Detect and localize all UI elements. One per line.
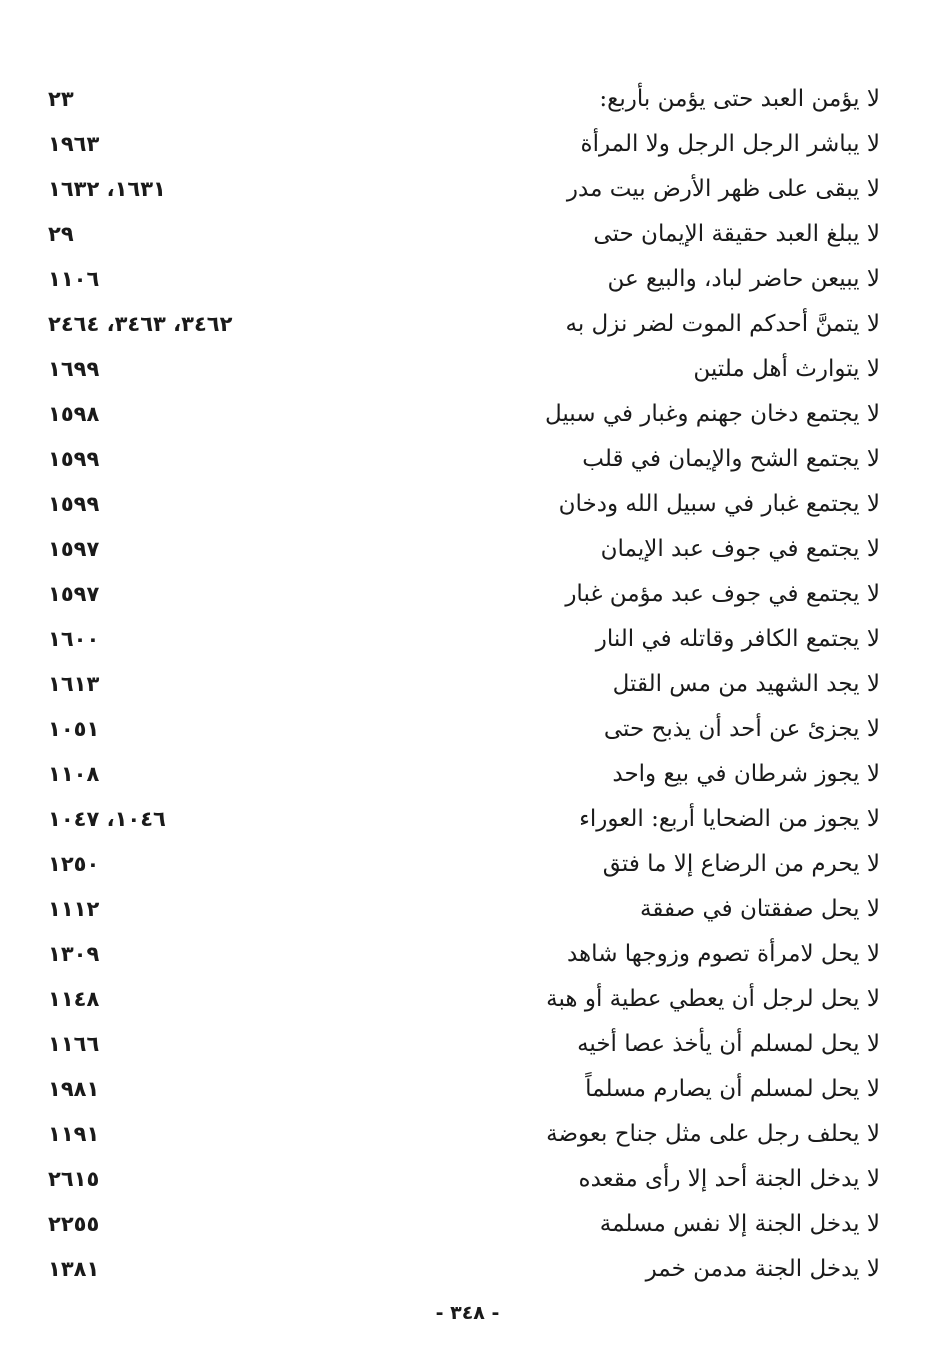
hadith-text: لا يحلف رجل على مثل جناح بعوضة bbox=[546, 1120, 880, 1147]
hadith-reference: ١٩٦٣ bbox=[48, 131, 100, 156]
index-row bbox=[40, 346, 880, 391]
index-row bbox=[40, 166, 880, 211]
index-row bbox=[40, 661, 880, 706]
hadith-reference: ١٥٩٩ bbox=[48, 491, 100, 516]
index-row bbox=[40, 1156, 880, 1201]
hadith-reference: ١٦١٣ bbox=[48, 671, 100, 696]
index-row bbox=[40, 481, 880, 526]
hadith-text: لا يتمنَّ أحدكم الموت لضر نزل به bbox=[565, 310, 880, 337]
hadith-reference: ١٣٠٩ bbox=[48, 941, 100, 966]
hadith-reference: ١٦٩٩ bbox=[48, 356, 100, 381]
index-row bbox=[40, 1201, 880, 1246]
hadith-reference: ١٣٨١ bbox=[48, 1256, 100, 1281]
hadith-text: لا يحل صفقتان في صفقة bbox=[640, 895, 880, 922]
hadith-text: لا يجتمع الشح والإيمان في قلب bbox=[582, 445, 880, 472]
hadith-reference: ١٥٩٩ bbox=[48, 446, 100, 471]
hadith-reference: ١٢٥٠ bbox=[48, 851, 100, 876]
index-row bbox=[40, 76, 880, 121]
index-row bbox=[40, 931, 880, 976]
index-row bbox=[40, 1066, 880, 1111]
hadith-reference: ٢٢٥٥ bbox=[48, 1211, 100, 1236]
hadith-text: لا يجتمع في جوف عبد مؤمن غبار bbox=[565, 580, 880, 607]
hadith-text: لا يتوارث أهل ملتين bbox=[693, 355, 880, 382]
hadith-reference: ٣٤٦٢، ٣٤٦٣، ٢٤٦٤ bbox=[48, 311, 233, 336]
hadith-text: لا يدخل الجنة مدمن خمر bbox=[645, 1255, 880, 1282]
hadith-text: لا يجوز شرطان في بيع واحد bbox=[612, 760, 880, 787]
hadith-reference: ١٩٨١ bbox=[48, 1076, 100, 1101]
hadith-text: لا يدخل الجنة إلا نفس مسلمة bbox=[599, 1210, 880, 1237]
hadith-reference: ١٥٩٨ bbox=[48, 401, 100, 426]
hadith-reference: ١٠٥١ bbox=[48, 716, 100, 741]
hadith-text: لا يجتمع غبار في سبيل الله ودخان bbox=[558, 490, 880, 517]
hadith-reference: ١١٩١ bbox=[48, 1121, 100, 1146]
hadith-reference: ١٥٩٧ bbox=[48, 581, 100, 606]
hadith-text: لا يبلغ العبد حقيقة الإيمان حتى bbox=[593, 220, 880, 247]
hadith-reference: ١٦٠٠ bbox=[48, 626, 100, 651]
index-row bbox=[40, 211, 880, 256]
hadith-index-list bbox=[40, 76, 880, 1291]
index-row bbox=[40, 886, 880, 931]
index-row bbox=[40, 976, 880, 1021]
hadith-reference: ١٦٣١، ١٦٣٢ bbox=[48, 176, 166, 201]
hadith-text: لا يحل لرجل أن يعطي عطية أو هبة bbox=[546, 985, 880, 1012]
index-row bbox=[40, 121, 880, 166]
hadith-text: لا يجتمع الكافر وقاتله في النار bbox=[595, 625, 880, 652]
hadith-reference: ١٥٩٧ bbox=[48, 536, 100, 561]
hadith-reference: ١١٤٨ bbox=[48, 986, 100, 1011]
hadith-text: لا يجوز من الضحايا أربع: العوراء bbox=[579, 805, 880, 832]
index-row bbox=[40, 391, 880, 436]
hadith-text: لا يباشر الرجل الرجل ولا المرأة bbox=[580, 130, 880, 157]
hadith-text: لا يبقى على ظهر الأرض بيت مدر bbox=[566, 175, 880, 202]
hadith-reference: ٢٦١٥ bbox=[48, 1166, 100, 1191]
hadith-text: لا يحل لمسلم أن يأخذ عصا أخيه bbox=[577, 1030, 880, 1057]
hadith-reference: ١١٠٦ bbox=[48, 266, 100, 291]
hadith-reference: ٢٩ bbox=[48, 221, 74, 246]
index-row bbox=[40, 1111, 880, 1156]
hadith-reference: ١١٦٦ bbox=[48, 1031, 100, 1056]
hadith-reference: ١١١٢ bbox=[48, 896, 100, 921]
hadith-text: لا يجتمع في جوف عبد الإيمان bbox=[600, 535, 880, 562]
hadith-reference: ١١٠٨ bbox=[48, 761, 100, 786]
hadith-reference: ٢٣ bbox=[48, 86, 74, 111]
hadith-text: لا يبيعن حاضر لباد، والبيع عن bbox=[607, 265, 880, 292]
hadith-text: لا يجزئ عن أحد أن يذبح حتى bbox=[603, 715, 880, 742]
hadith-text: لا يدخل الجنة أحد إلا رأى مقعده bbox=[578, 1165, 880, 1192]
index-row bbox=[40, 706, 880, 751]
index-row bbox=[40, 841, 880, 886]
index-row bbox=[40, 796, 880, 841]
index-row bbox=[40, 1246, 880, 1291]
index-row bbox=[40, 526, 880, 571]
index-row bbox=[40, 751, 880, 796]
hadith-text: لا يجد الشهيد من مس القتل bbox=[612, 670, 880, 697]
index-row bbox=[40, 571, 880, 616]
hadith-reference: ١٠٤٦، ١٠٤٧ bbox=[48, 806, 166, 831]
index-row bbox=[40, 256, 880, 301]
hadith-text: لا يجتمع دخان جهنم وغبار في سبيل bbox=[544, 400, 880, 427]
index-row bbox=[40, 436, 880, 481]
hadith-text: لا يحل لمسلم أن يصارم مسلماً bbox=[585, 1075, 880, 1102]
page-number: - ٣٤٨ - bbox=[435, 1302, 500, 1324]
hadith-text: لا يحرم من الرضاع إلا ما فتق bbox=[602, 850, 880, 877]
index-row bbox=[40, 616, 880, 661]
hadith-text: لا يحل لامرأة تصوم وزوجها شاهد bbox=[566, 940, 880, 967]
hadith-text: لا يؤمن العبد حتى يؤمن بأربع: bbox=[599, 85, 880, 112]
index-row bbox=[40, 301, 880, 346]
index-row bbox=[40, 1021, 880, 1066]
